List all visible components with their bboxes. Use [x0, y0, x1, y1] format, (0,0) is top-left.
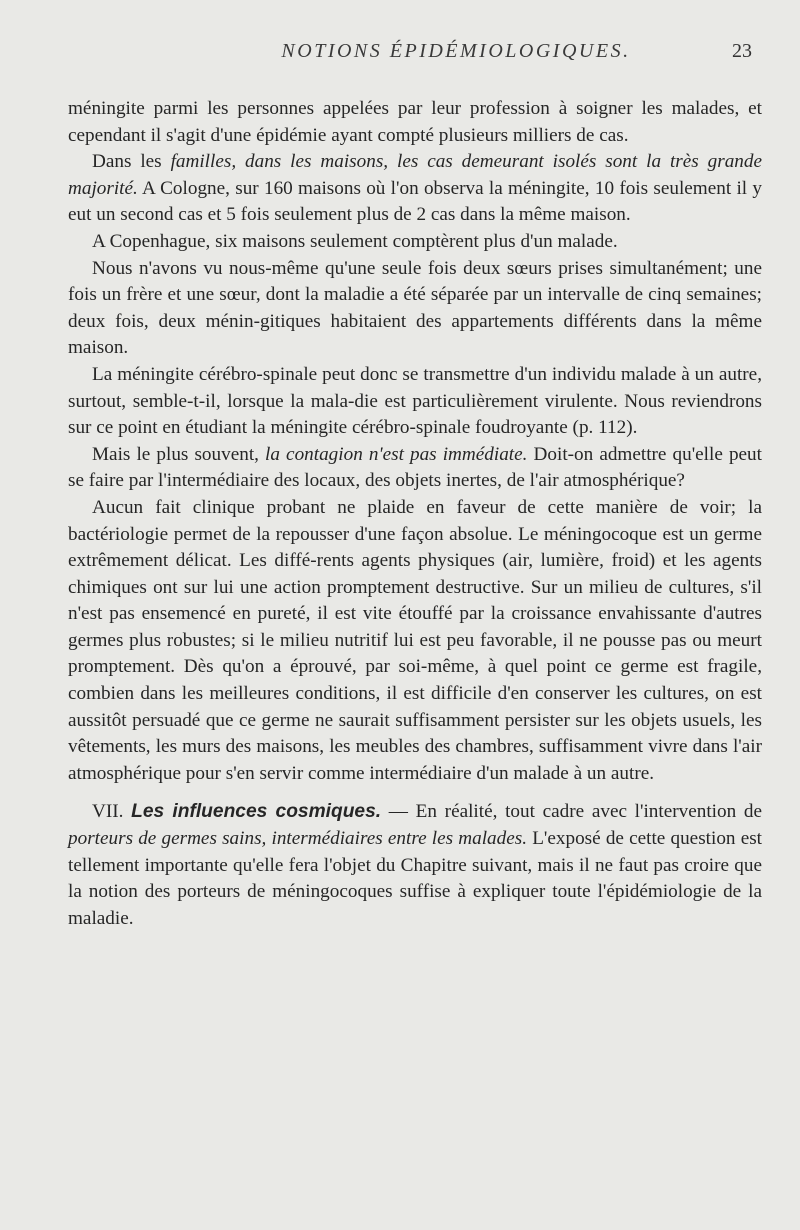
paragraph: méningite parmi les personnes appelées par leur profession à soigner les malades, et cependant il s'agit d'une épidémie ayant compté plusieurs milliers de cas.: [68, 98, 762, 146]
paragraph: A Copenhague, six maisons seulement comptèrent plus d'un malade.: [92, 230, 618, 252]
paragraph: La méningite cérébro-spinale peut donc se transmettre d'un individu malade à un autre, surtout, semble-t-il, lorsque la mala-die est particulièrement virulente. Nous reviendrons sur ce point en étudiant la méningite cérébro-spinale foudroyante (p. 112).: [68, 363, 762, 439]
emphasis: porteurs de germes sains, intermédiaires entre les malades.: [68, 828, 528, 850]
paragraph: Dans les familles, dans les maisons, les cas demeurant isolés sont la très grande majorité. A Cologne, sur 160 maisons où l'on observa la méningite, 10 fois seulement il y eut un second cas et 5 fois seulement plus de 2 cas dans la même maison.: [68, 151, 763, 226]
body-text: [68, 96, 762, 932]
paragraph: Mais le plus souvent, la contagion n'est pas immédiate. Doit-on admettre qu'elle peut se faire par l'intermédiaire des locaux, des objets inertes, de l'air atmosphérique?: [68, 443, 762, 492]
page-header: [70, 40, 752, 70]
section-heading: Les influences cosmiques.: [131, 801, 382, 823]
section-vii-paragraph: VII. Les influences cosmiques. — En réalité, tout cadre avec l'intervention de porteurs de germes sains, intermédiaires entre les malades. L'exposé de cette question est tellement importante qu'elle fera l'objet du Chapitre suivant, mais il ne faut pas croire que la notion des porteurs de méningocoques suffise à expliquer toute l'épidémiologie de la maladie.: [68, 801, 763, 929]
paragraph: Aucun fait clinique probant ne plaide en faveur de cette manière de voir; la bactériologie permet de la repousser d'une façon absolue. Le méningocoque est un germe extrêmement délicat. Les diffé-rents agents physiques (air, lumière, froid) et les agents chimiques ont sur lui une action promptement destructive. Sur un milieu de cultures, s'il n'est pas ensemencé en pureté, il est vite étouffé par la croissance envahissante d'autres germes plus robustes; si le milieu nutritif lui est peu favorable, il ne pousse pas ou meurt promptement. Dès qu'on a éprouvé, par soi-même, à quel point ce germe est fragile, combien dans les meilleures conditions, il est difficile d'en conserver les cultures, on est aussitôt persuadé que ce germe ne saurait suffisamment persister sur les objets usuels, les vêtements, les murs des maisons, les meubles des chambres, suffisamment vivre dans l'air atmosphérique pour s'en servir comme intermédiaire d'un malade à un autre.: [68, 496, 762, 784]
section-number: VII.: [92, 801, 132, 823]
emphasis: la contagion n'est pas immédiate.: [265, 443, 528, 465]
emphasis: familles, dans les maisons, les cas demeurant isolés sont la très grande majorité.: [68, 151, 763, 199]
paragraph: Nous n'avons vu nous-même qu'une seule fois deux sœurs prises simultanément; une fois un frère et une sœur, dont la maladie a été séparée par un intervalle de cinq semaines; deux fois, deux ménin-gitiques habitaient des appartements différents dans la même maison.: [68, 257, 762, 359]
running-head: NOTIONS ÉPIDÉMIOLOGIQUES.: [281, 40, 631, 62]
page-number: 23: [732, 40, 752, 62]
